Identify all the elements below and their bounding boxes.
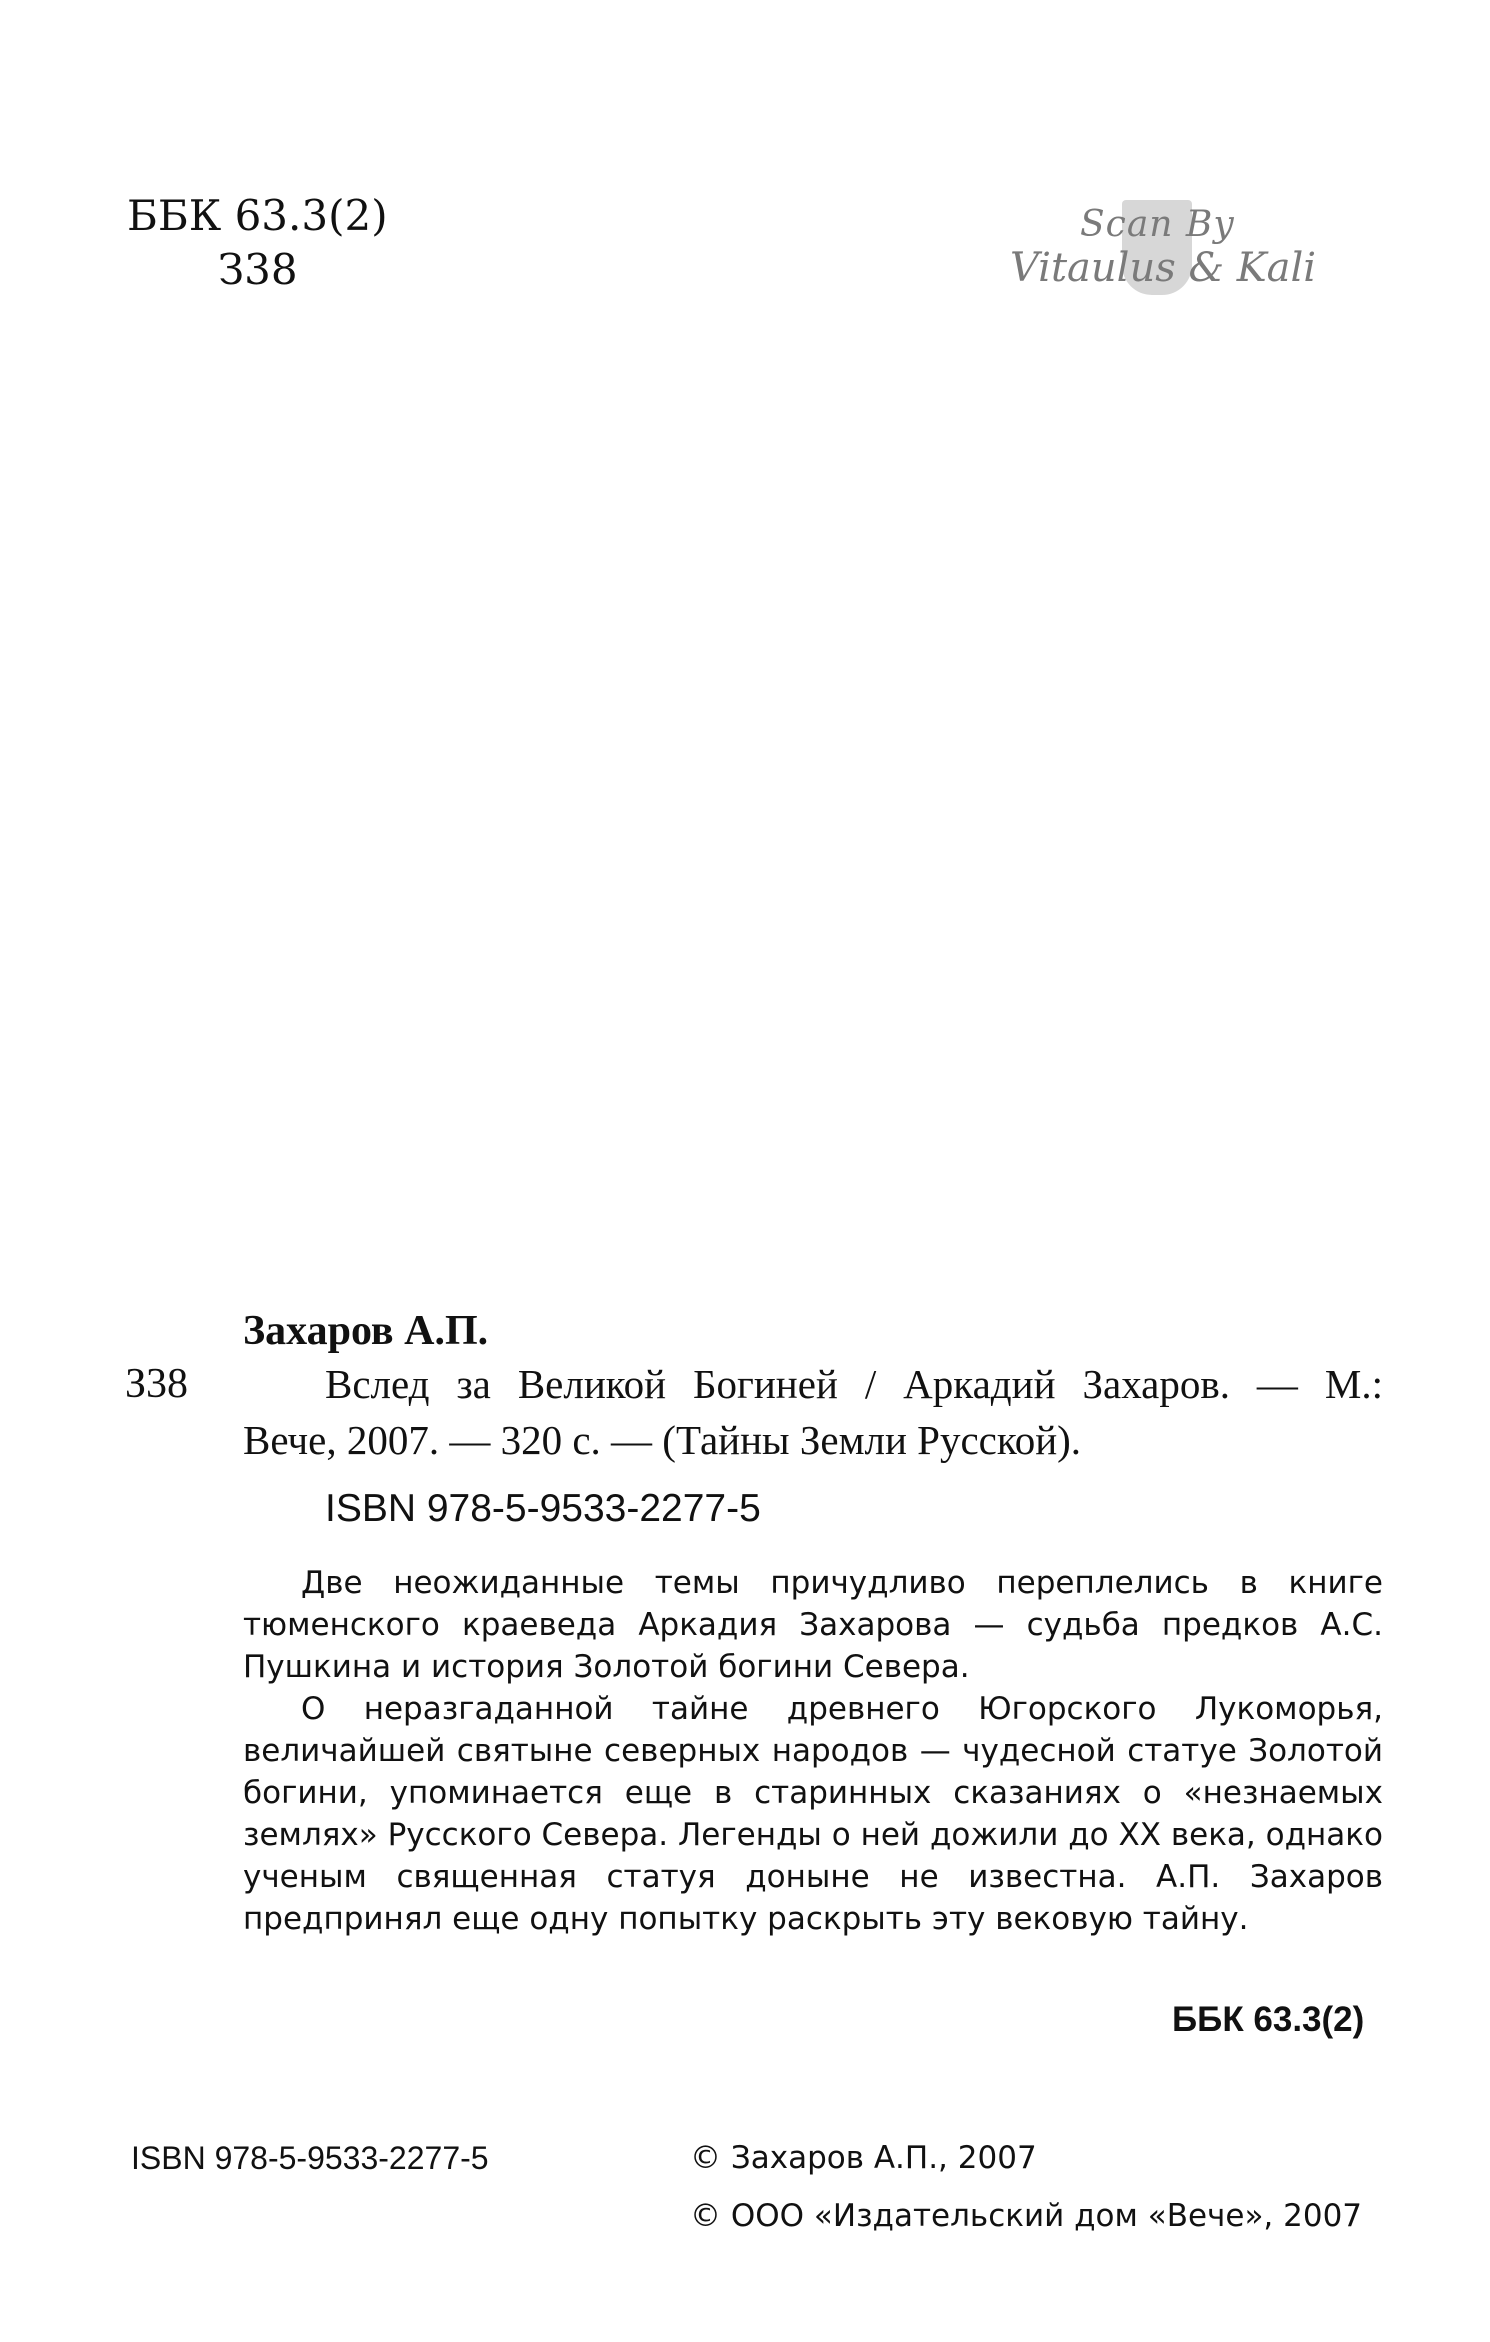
author-code-top: З38 bbox=[218, 245, 298, 294]
copyright-author: © Захаров А.П., 2007 bbox=[690, 2140, 1037, 2176]
watermark-line1: Scan By bbox=[1080, 204, 1235, 245]
annotation-paragraph-1: Две неожиданные темы причудливо переплелись в книге тюменского краеведа Аркадия Захарова — судьба предков А.С. Пушкина и история Золотой богини Севера. bbox=[243, 1565, 1383, 1685]
annotation-paragraph-2: О неразгаданной тайне древнего Югорского Лукоморья, величайшей святыне северных народов — чудесной статуе Золотой богини, упоминается еще в старинных сказаниях о «незнаемых землях» Русского Севера. Легенды о ней дожили до XX века, однако ученым священная статуя доныне не известна. А.П. Захаров предпринял еще одну попытку раскрыть эту вековую тайну. bbox=[243, 1691, 1383, 1937]
scan-watermark bbox=[1010, 190, 1340, 310]
bbk-classification-right: ББК 63.3(2) bbox=[1172, 2000, 1365, 2039]
annotation bbox=[243, 1562, 1383, 1940]
card-title-line2: Вече, 2007. — 320 с. — (Тайны Земли Русской). bbox=[243, 1417, 1082, 1463]
card-author: Захаров А.П. bbox=[243, 1308, 489, 1354]
isbn-bottom: ISBN 978-5-9533-2277-5 bbox=[131, 2140, 489, 2176]
card-title-line1: Вслед за Великой Богиней / Аркадий Захаров. — М.: bbox=[325, 1361, 1383, 1407]
copyright-publisher: © ООО «Издательский дом «Вече», 2007 bbox=[690, 2198, 1363, 2234]
bbk-classification-top: ББК 63.3(2) bbox=[127, 191, 388, 240]
watermark-line2: Vitaulus & Kali bbox=[1010, 245, 1317, 291]
card-isbn: ISBN 978-5-9533-2277-5 bbox=[325, 1487, 761, 1530]
card-author-code: З38 bbox=[125, 1361, 189, 1407]
